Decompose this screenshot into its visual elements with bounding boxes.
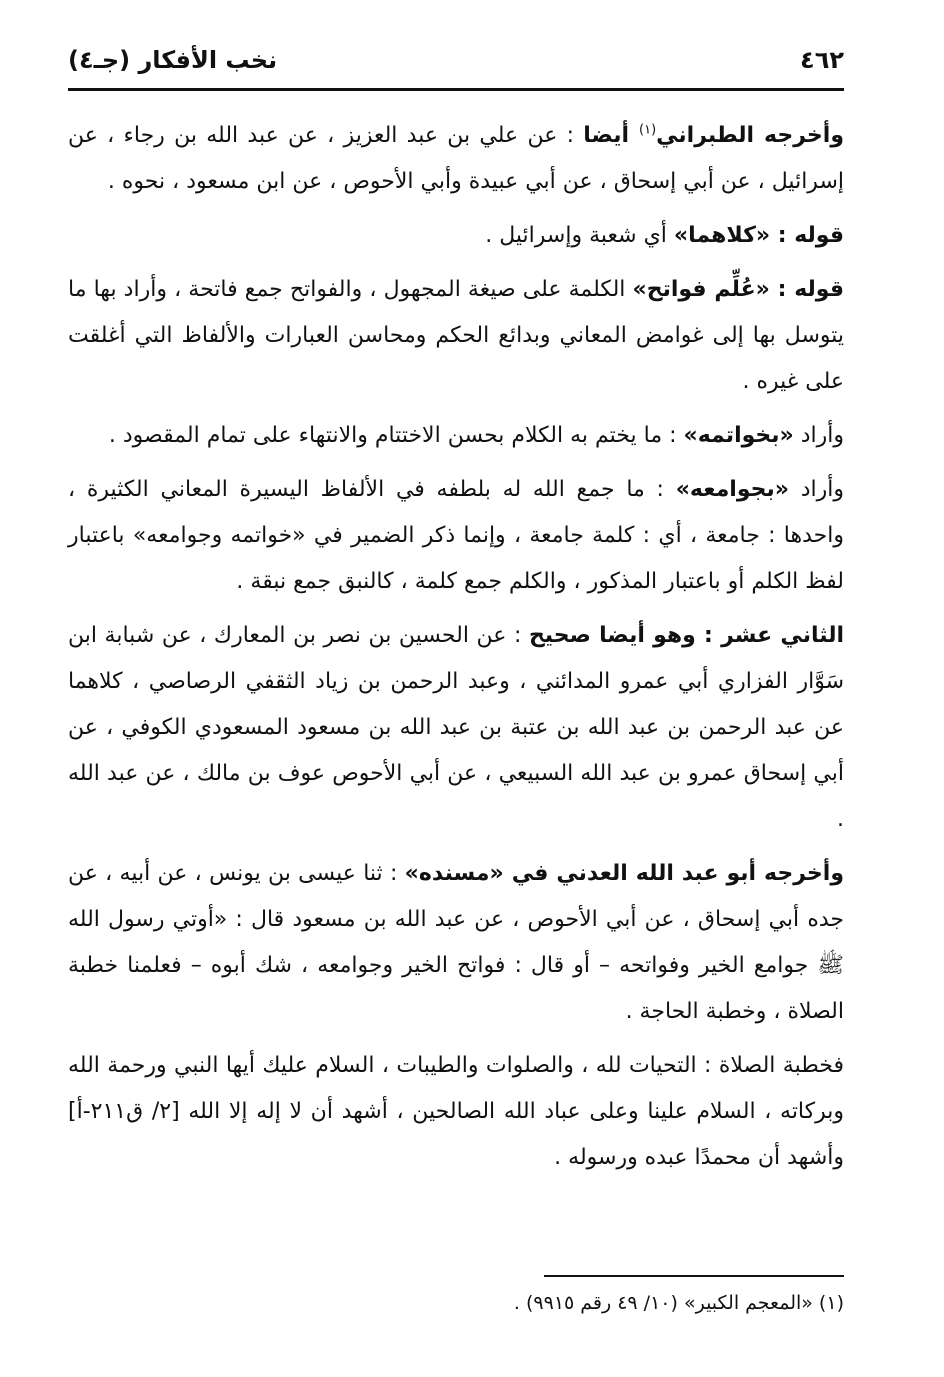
paragraph-pre: وأراد bbox=[788, 477, 844, 502]
paragraph-lead: قوله : «عُلِّم فواتح» bbox=[632, 277, 844, 302]
page-header bbox=[68, 40, 844, 91]
paragraph bbox=[68, 113, 844, 205]
paragraph bbox=[68, 613, 844, 843]
paragraph-text: فخطبة الصلاة : التحيات لله ، والصلوات والطيبات ، السلام عليك أيها النبي ورحمة الله وبركاته ، السلام علينا وعلى عباد الله الصالحين ، أشهد أن لا إله إلا الله [٢/ ق٢١١-أ] وأشهد أن محمدًا عبده ورسوله . bbox=[68, 1053, 844, 1170]
paragraph bbox=[68, 267, 844, 405]
book-title: نخب الأفكار (جـ٤) bbox=[68, 46, 278, 74]
paragraph-pre: وأراد bbox=[793, 423, 844, 448]
paragraph bbox=[68, 1043, 844, 1181]
paragraph-text: أي شعبة وإسرائيل . bbox=[485, 223, 674, 248]
paragraph bbox=[68, 213, 844, 259]
paragraph-lead: أيضا bbox=[583, 123, 639, 148]
footnote-divider bbox=[544, 1275, 844, 1277]
paragraph-text: الكلمة على صيغة المجهول ، والفواتح جمع فاتحة ، وأراد بها ما يتوسل بها إلى غوامض المعاني وبدائع الحكم ومحاسن العبارات والألفاظ التي أغلقت على غيره . bbox=[68, 277, 844, 394]
paragraph-lead: قوله : «كلاهما» bbox=[673, 223, 844, 248]
footnote: (١) «المعجم الكبير» (١٠/ ٤٩ رقم ٩٩١٥) . bbox=[513, 1292, 844, 1314]
paragraph bbox=[68, 467, 844, 605]
footnote-ref[interactable]: (١) bbox=[639, 122, 657, 138]
paragraph bbox=[68, 851, 844, 1035]
paragraph-lead: وأخرجه الطبراني bbox=[656, 123, 845, 148]
paragraph bbox=[68, 413, 844, 459]
paragraph-text: : عن الحسين بن نصر بن المعارك ، عن شبابة ابن سَوَّار الفزاري أبي عمرو المدائني ، وعبد الرحمن بن زياد الثقفي الرصاصي ، كلاهما عن عبد الرحمن بن عبد الله بن عتبة بن عبد الله بن مسعود المسعودي الكوفي ، عن أبي إسحاق عمرو بن عبد الله السبيعي ، عن أبي الأحوص عوف بن مالك ، عن عبد الله . bbox=[68, 623, 844, 832]
paragraph-text: : ما جمع الله له بلطفه في الألفاظ اليسيرة المعاني الكثيرة ، واحدها : جامعة ، أي : كلمة جامعة ، وإنما ذكر الضمير في «خواتمه وجوامعه» باعتبار لفظ الكلم أو باعتبار المذكور ، والكلم جمع كلمة ، كالنبق جمع نبقة . bbox=[68, 477, 844, 594]
paragraph-lead: الثاني عشر : وهو أيضا صحيح bbox=[528, 623, 844, 648]
paragraph-lead: «بجوامعه» bbox=[675, 477, 789, 502]
paragraph-text: : عن علي بن عبد العزيز ، عن عبد الله بن رجاء ، عن إسرائيل ، عن أبي إسحاق ، عن أبي عبيدة وأبي الأحوص ، عن ابن مسعود ، نحوه . bbox=[68, 123, 844, 194]
paragraph-text: : ما يختم به الكلام بحسن الاختتام والانتهاء على تمام المقصود . bbox=[108, 423, 684, 448]
body-text bbox=[68, 113, 844, 1181]
page bbox=[68, 40, 844, 1340]
paragraph-lead: «بخواتمه» bbox=[683, 423, 794, 448]
paragraph-text: : ثنا عيسى بن يونس ، عن أبيه ، عن جده أبي إسحاق ، عن أبي الأحوص ، عن عبد الله بن مسعود قال : «أوتي رسول الله ﷺ جوامع الخير وفواتحه – أو قال : فواتح الخير وجوامعه ، شك أبوه – فعلمنا خطبة الصلاة ، وخطبة الحاجة . bbox=[68, 861, 844, 1024]
page-number: ٤٦٢ bbox=[800, 46, 844, 74]
paragraph-lead: وأخرجه أبو عبد الله العدني في «مسنده» bbox=[404, 861, 844, 886]
